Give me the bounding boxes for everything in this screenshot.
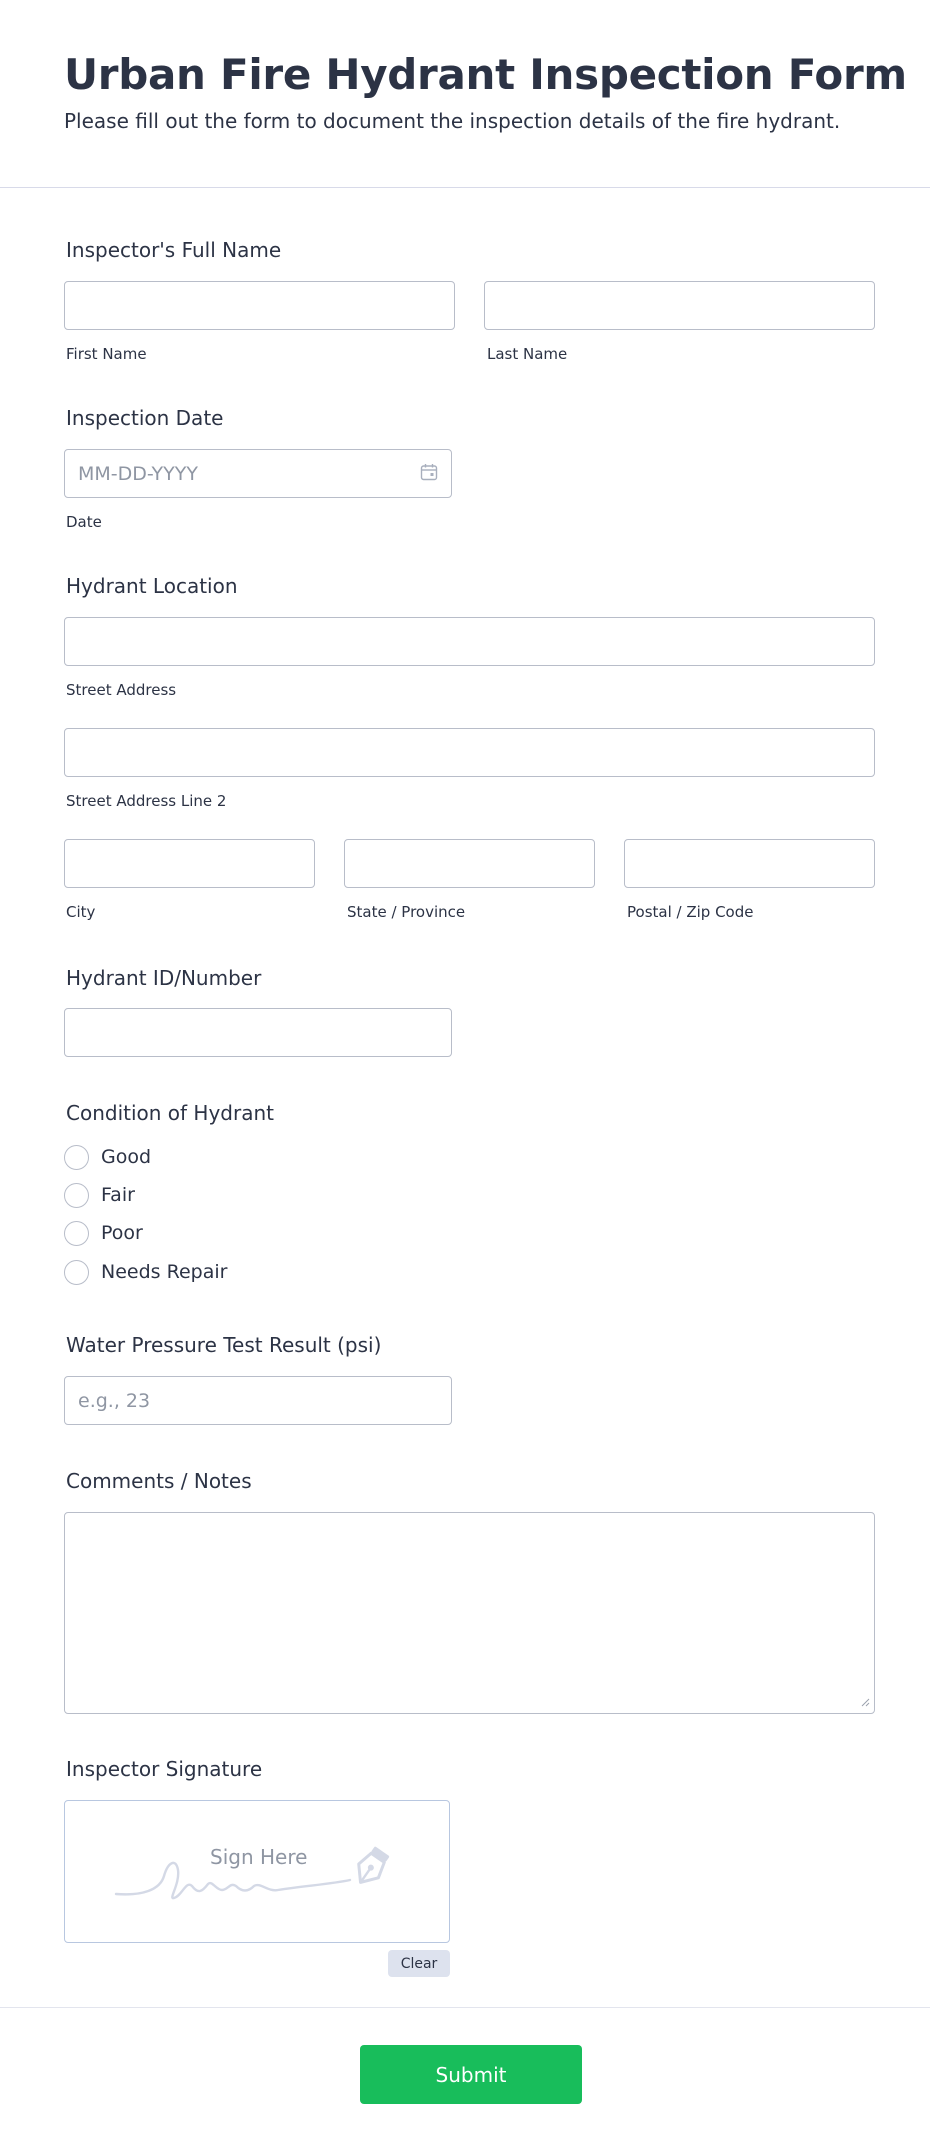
postal-code-input[interactable] <box>624 839 875 888</box>
hydrant-id-input[interactable] <box>64 1008 452 1057</box>
first-name-sublabel: First Name <box>66 345 147 363</box>
radio-button[interactable] <box>64 1145 89 1170</box>
form-header <box>0 0 930 188</box>
radio-label: Poor <box>101 1222 143 1244</box>
pen-nib-icon <box>351 1844 392 1889</box>
last-name-sublabel: Last Name <box>487 345 568 363</box>
date-sublabel: Date <box>66 513 102 531</box>
radio-option-fair[interactable] <box>64 1182 135 1208</box>
radio-option-good[interactable] <box>64 1144 151 1170</box>
comments-textarea[interactable] <box>64 1512 875 1714</box>
state-sublabel: State / Province <box>347 903 466 921</box>
signature-label: Inspector Signature <box>66 1757 263 1781</box>
comments-label: Comments / Notes <box>66 1469 252 1493</box>
radio-button[interactable] <box>64 1183 89 1208</box>
radio-button[interactable] <box>64 1260 89 1285</box>
radio-label: Fair <box>101 1184 135 1206</box>
signature-placeholder: Sign Here <box>210 1845 308 1869</box>
water-pressure-label: Water Pressure Test Result (psi) <box>66 1333 382 1357</box>
submit-button[interactable]: Submit <box>360 2045 582 2104</box>
water-pressure-input[interactable] <box>64 1376 452 1425</box>
page-title: Urban Fire Hydrant Inspection Form <box>64 50 907 99</box>
calendar-icon[interactable] <box>420 463 438 481</box>
postal-code-sublabel: Postal / Zip Code <box>627 903 754 921</box>
city-input[interactable] <box>64 839 315 888</box>
inspection-date-input[interactable] <box>64 449 452 498</box>
city-sublabel: City <box>66 903 96 921</box>
street-address-line2-sublabel: Street Address Line 2 <box>66 792 227 810</box>
hydrant-id-label: Hydrant ID/Number <box>66 966 262 990</box>
radio-button[interactable] <box>64 1221 89 1246</box>
footer-divider <box>0 2007 930 2008</box>
inspection-date-label: Inspection Date <box>66 406 224 430</box>
page-subtitle: Please fill out the form to document the inspection details of the fire hydrant. <box>64 109 841 133</box>
street-address-input[interactable] <box>64 617 875 666</box>
hydrant-location-label: Hydrant Location <box>66 574 238 598</box>
inspector-name-label: Inspector's Full Name <box>66 238 282 262</box>
radio-option-poor[interactable] <box>64 1220 143 1246</box>
clear-signature-button[interactable]: Clear <box>388 1950 450 1977</box>
state-input[interactable] <box>344 839 595 888</box>
last-name-input[interactable] <box>484 281 875 330</box>
resize-grip-icon[interactable] <box>860 1697 870 1707</box>
street-address-line2-input[interactable] <box>64 728 875 777</box>
first-name-input[interactable] <box>64 281 455 330</box>
street-address-sublabel: Street Address <box>66 681 177 699</box>
condition-label: Condition of Hydrant <box>66 1101 274 1125</box>
radio-label: Needs Repair <box>101 1261 228 1283</box>
radio-option-needs-repair[interactable] <box>64 1259 227 1285</box>
radio-label: Good <box>101 1146 152 1168</box>
